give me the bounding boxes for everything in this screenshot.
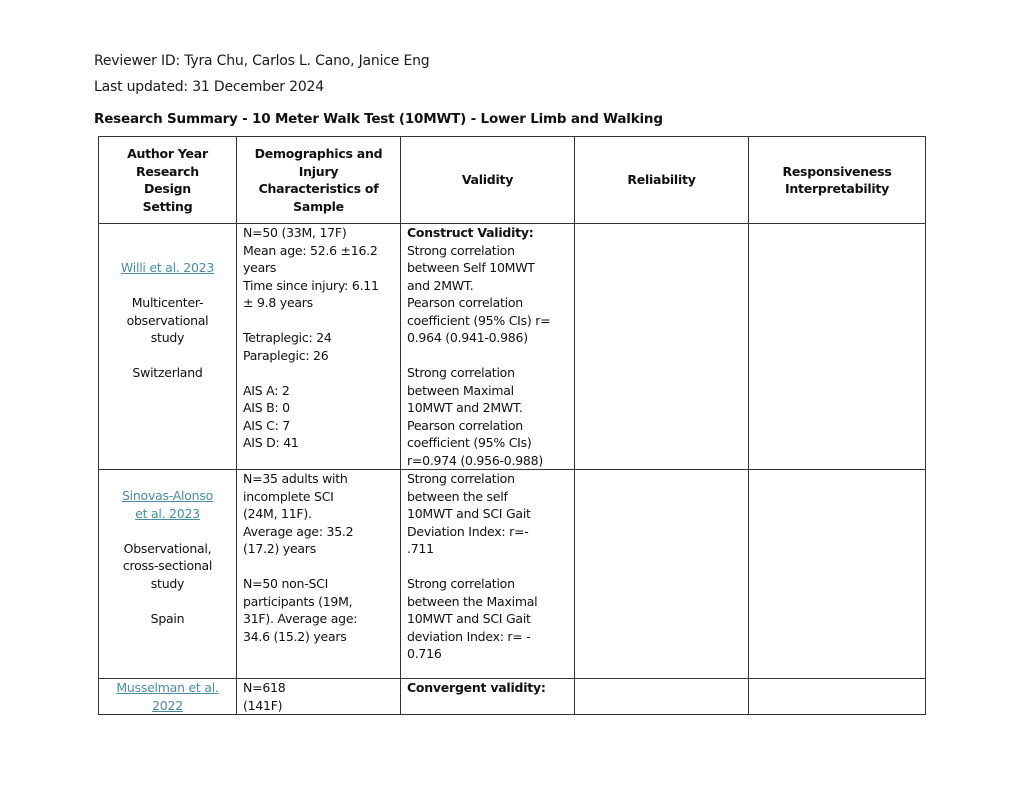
validity-text: Strong correlation between the self 10MWT and SCI Gait Deviation Index: r=- .711 Strong correlation between the Maximal 10MWT and SCI Gait deviation Index: r= - 0.716 (407, 471, 538, 661)
author-cell (99, 224, 237, 470)
table-header-row (99, 137, 926, 224)
column-header-author: Author Year Research Design Setting (99, 137, 237, 224)
last-updated-line: Last updated: 31 December 2024 (94, 79, 324, 95)
validity-text: Strong correlation between Self 10MWT and 2MWT. Pearson correlation coefficient (95% CIs) r= 0.964 (0.941-0.986) Strong correlation between Maximal 10MWT and 2MWT. Pearson correlation coefficient (95% CIs) r=0.974 (0.956-0.988) (407, 242, 551, 468)
study-link[interactable]: Sinovas-Alonso et al. 2023 (121, 488, 214, 521)
demographics-cell: N=35 adults with incomplete SCI (24M, 11F). Average age: 35.2 (17.2) years N=50 non-SCI participants (19M, 31F). Average age: 34.6 (15.2) years (237, 470, 401, 679)
study-design: Multicenter- observational study (126, 295, 209, 346)
reliability-cell (575, 224, 749, 470)
reliability-cell (575, 679, 749, 715)
responsiveness-cell (749, 470, 926, 679)
validity-cell (401, 470, 575, 679)
summary-title: Research Summary - 10 Meter Walk Test (10MWT) - Lower Limb and Walking (94, 111, 663, 127)
table-row (99, 224, 926, 470)
author-cell (99, 679, 237, 715)
responsiveness-cell (749, 679, 926, 715)
responsiveness-cell (749, 224, 926, 470)
study-setting: Spain (150, 610, 185, 626)
column-header-reliability: Reliability (575, 137, 749, 224)
study-setting: Switzerland (132, 365, 203, 381)
validity-heading: Construct Validity: (407, 225, 534, 240)
study-link[interactable]: Willi et al. 2023 (120, 260, 215, 276)
study-design: Observational, cross-sectional study (122, 540, 213, 591)
demographics-cell: N=50 (33M, 17F) Mean age: 52.6 ±16.2 years Time since injury: 6.11 ± 9.8 years Tetraplegic: 24 Paraplegic: 26 AIS A: 2 AIS B: 0 AIS C: 7 AIS D: 41 (237, 224, 401, 470)
reliability-cell (575, 470, 749, 679)
table-row (99, 679, 926, 715)
validity-cell (401, 224, 575, 470)
author-cell (99, 470, 237, 679)
reviewer-line: Reviewer ID: Tyra Chu, Carlos L. Cano, Janice Eng (94, 53, 430, 69)
table-row (99, 470, 926, 679)
column-header-validity: Validity (401, 137, 575, 224)
validity-cell (401, 679, 575, 715)
column-header-demographics: Demographics and Injury Characteristics of Sample (237, 137, 401, 224)
demographics-cell: N=618 (141F) (237, 679, 401, 715)
column-header-responsiveness: Responsiveness Interpretability (749, 137, 926, 224)
research-summary-table (98, 136, 926, 715)
study-link[interactable]: Musselman et al. 2022 (116, 680, 219, 713)
validity-heading: Convergent validity: (407, 680, 546, 695)
